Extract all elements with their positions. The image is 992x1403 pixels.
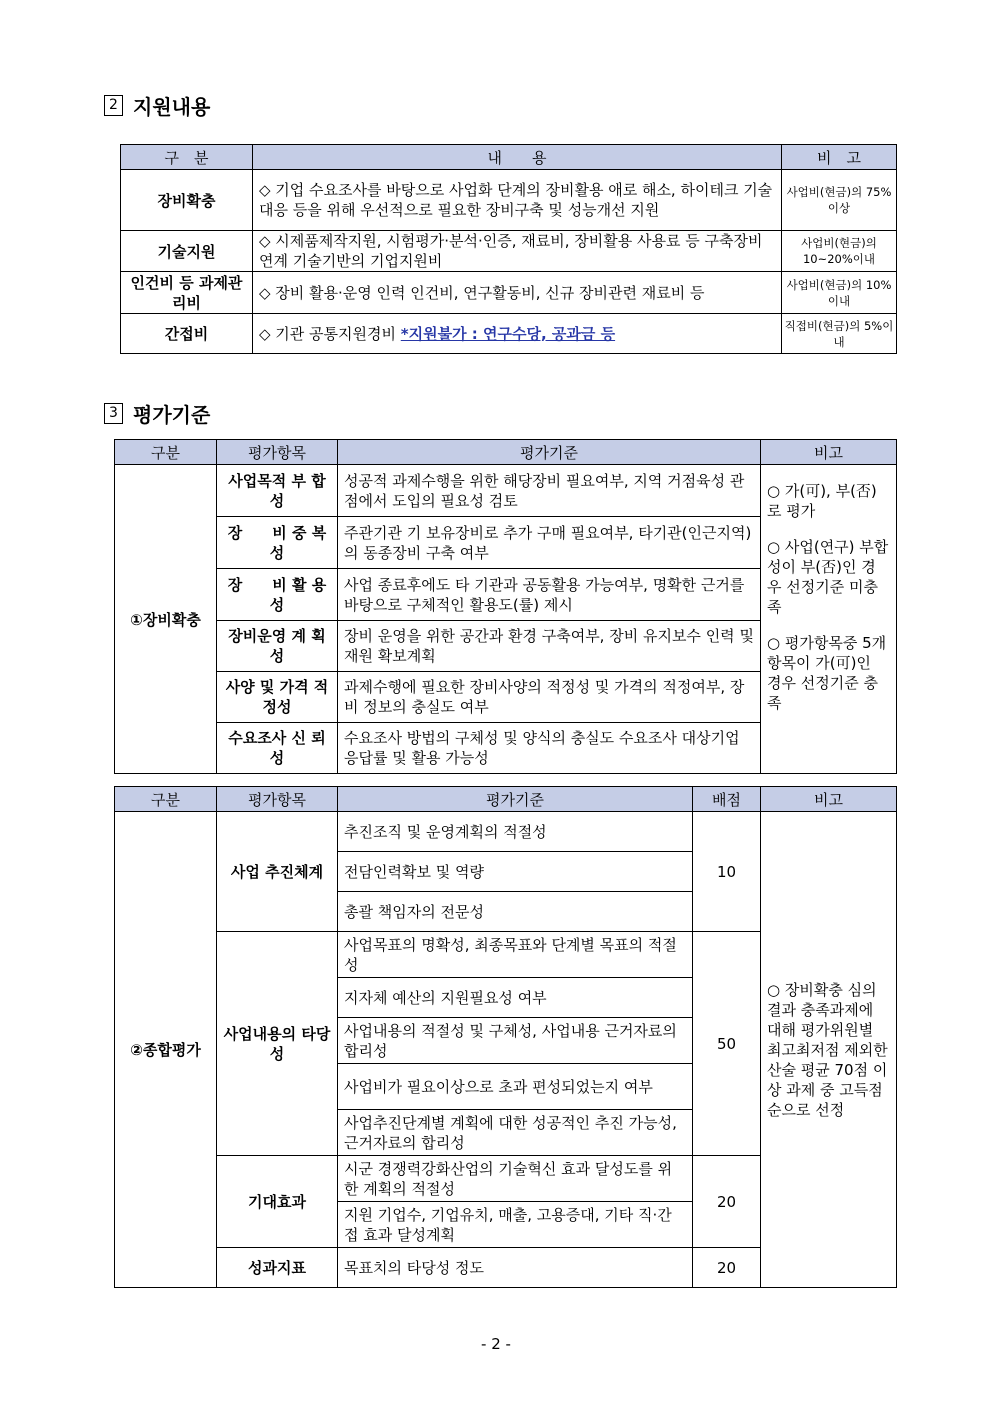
support-cat: 간접비 (121, 314, 253, 354)
criteria2-text: 사업추진단계별 계획에 대한 성공적인 추진 가능성, 근거자료의 합리성 (338, 1110, 693, 1156)
criteria1-group: ①장비확충 (115, 465, 217, 774)
criteria1-item: 사양 및 가격 적정성 (217, 672, 338, 723)
support-content: ◇ 시제품제작지원, 시험평가·분석·인증, 재료비, 장비활용 사용료 등 구축장비 연계 기술기반의 기업지원비 (253, 231, 782, 272)
section-2-heading: 지원내용 (133, 95, 211, 119)
criteria2-text: 지원 기업수, 기업유치, 매출, 고용증대, 기타 직·간접 효과 달성계획 (338, 1202, 693, 1248)
criteria2-text: 전담인력확보 및 역량 (338, 852, 693, 892)
support-note: 사업비(현금)의 75%이상 (782, 170, 897, 231)
criteria2-text: 시군 경쟁력강화산업의 기술혁신 효과 달성도를 위한 계획의 적절성 (338, 1156, 693, 1202)
criteria1-text: 수요조사 방법의 구체성 및 양식의 충실도 수요조사 대상기업 응답률 및 활용 가능성 (338, 723, 761, 774)
criteria1-header-note: 비고 (761, 440, 897, 465)
criteria1-note: ○ 가(可), 부(否)로 평가 (767, 482, 877, 520)
support-not-allowed-note: *지원불가 : 연구수당, 공과금 등 (400, 324, 616, 343)
criteria2-score: 50 (693, 932, 761, 1156)
criteria2-score: 10 (693, 812, 761, 932)
criteria1-header-item: 평가항목 (217, 440, 338, 465)
support-cat: 장비확충 (121, 170, 253, 231)
support-table (120, 144, 897, 354)
criteria1-item: 장 비 중 복 성 (217, 517, 338, 569)
support-note: 직접비(현금)의 5%이내 (782, 314, 897, 354)
criteria2-text: 목표치의 타당성 정도 (338, 1248, 693, 1288)
criteria2-item: 기대효과 (217, 1156, 338, 1248)
support-content-text: ◇ 기관 공통지원경비 (259, 324, 396, 343)
criteria1-item: 장 비 활 용 성 (217, 569, 338, 621)
support-cat: 인건비 등 과제관리비 (121, 272, 253, 314)
criteria1-item: 사업목적 부 합 성 (217, 465, 338, 517)
support-cat: 기술지원 (121, 231, 253, 272)
criteria1-text: 장비 운영을 위한 공간과 환경 구축여부, 장비 유지보수 인력 및 재원 확보계획 (338, 621, 761, 672)
criteria1-text: 주관기관 기 보유장비로 추가 구매 필요여부, 타기관(인근지역)의 동종장비 구축 여부 (338, 517, 761, 569)
criteria2-item: 성과지표 (217, 1248, 338, 1288)
criteria1-item: 장비운영 계 획 성 (217, 621, 338, 672)
criteria2-score: 20 (693, 1248, 761, 1288)
section-3-title (104, 399, 210, 428)
criteria1-text: 성공적 과제수행을 위한 해당장비 필요여부, 지역 거점육성 관점에서 도입의 필요성 검토 (338, 465, 761, 517)
support-header-note: 비 고 (782, 145, 897, 170)
criteria-table-equipment (114, 439, 897, 774)
page-number: - 2 - (481, 1335, 511, 1353)
criteria2-text: 지자체 예산의 지원필요성 여부 (338, 978, 693, 1018)
criteria2-text: 사업내용의 적절성 및 구체성, 사업내용 근거자료의 합리성 (338, 1018, 693, 1064)
support-content: ◇ 기업 수요조사를 바탕으로 사업화 단계의 장비활용 애로 해소, 하이테크 기술 대응 등을 위해 우선적으로 필요한 장비구축 및 성능개선 지원 (253, 170, 782, 231)
support-note: 사업비(현금)의 10~20%이내 (782, 231, 897, 272)
criteria2-item: 사업 추진체계 (217, 812, 338, 932)
criteria1-header-criteria: 평가기준 (338, 440, 761, 465)
criteria2-note: ○ 장비확충 심의 결과 충족과제에 대해 평가위원별 최고최저점 제외한 산술 평균 70점 이상 과제 중 고득점 순으로 선정 (761, 812, 897, 1288)
support-header-cat: 구 분 (121, 145, 253, 170)
criteria2-text: 총괄 책임자의 전문성 (338, 892, 693, 932)
criteria2-text: 사업목표의 명확성, 최종목표와 단계별 목표의 적절성 (338, 932, 693, 978)
criteria2-header-item: 평가항목 (217, 787, 338, 812)
support-header-content: 내 용 (253, 145, 782, 170)
criteria2-text: 사업비가 필요이상으로 초과 편성되었는지 여부 (338, 1064, 693, 1110)
criteria2-header-score: 배점 (693, 787, 761, 812)
criteria1-text: 사업 종료후에도 타 기관과 공동활용 가능여부, 명확한 근거를 바탕으로 구체적인 활용도(률) 제시 (338, 569, 761, 621)
criteria1-header-cat: 구분 (115, 440, 217, 465)
support-note: 사업비(현금)의 10%이내 (782, 272, 897, 314)
criteria1-note: ○ 사업(연구) 부합성이 부(否)인 경우 선정기준 미충족 (767, 538, 889, 616)
support-content-indirect (253, 314, 782, 354)
criteria2-header-cat: 구분 (115, 787, 217, 812)
section-3-heading: 평가기준 (133, 403, 211, 427)
section-2-number: 2 (104, 95, 123, 116)
criteria2-text: 추진조직 및 운영계획의 적절성 (338, 812, 693, 852)
criteria2-header-criteria: 평가기준 (338, 787, 693, 812)
criteria2-score: 20 (693, 1156, 761, 1248)
criteria1-note: ○ 평가항목중 5개 항목이 가(可)인 경우 선정기준 충족 (767, 634, 887, 712)
support-content: ◇ 장비 활용·운영 인력 인건비, 연구활동비, 신규 장비관련 재료비 등 (253, 272, 782, 314)
criteria1-notes (761, 465, 897, 774)
criteria2-group: ②종합평가 (115, 812, 217, 1288)
section-3-number: 3 (104, 403, 123, 424)
criteria-table-overall (114, 786, 897, 1288)
criteria2-header-note: 비고 (761, 787, 897, 812)
criteria1-item: 수요조사 신 뢰 성 (217, 723, 338, 774)
criteria2-item: 사업내용의 타당성 (217, 932, 338, 1156)
criteria1-text: 과제수행에 필요한 장비사양의 적정성 및 가격의 적정여부, 장비 정보의 충실도 여부 (338, 672, 761, 723)
section-2-title (104, 91, 210, 120)
